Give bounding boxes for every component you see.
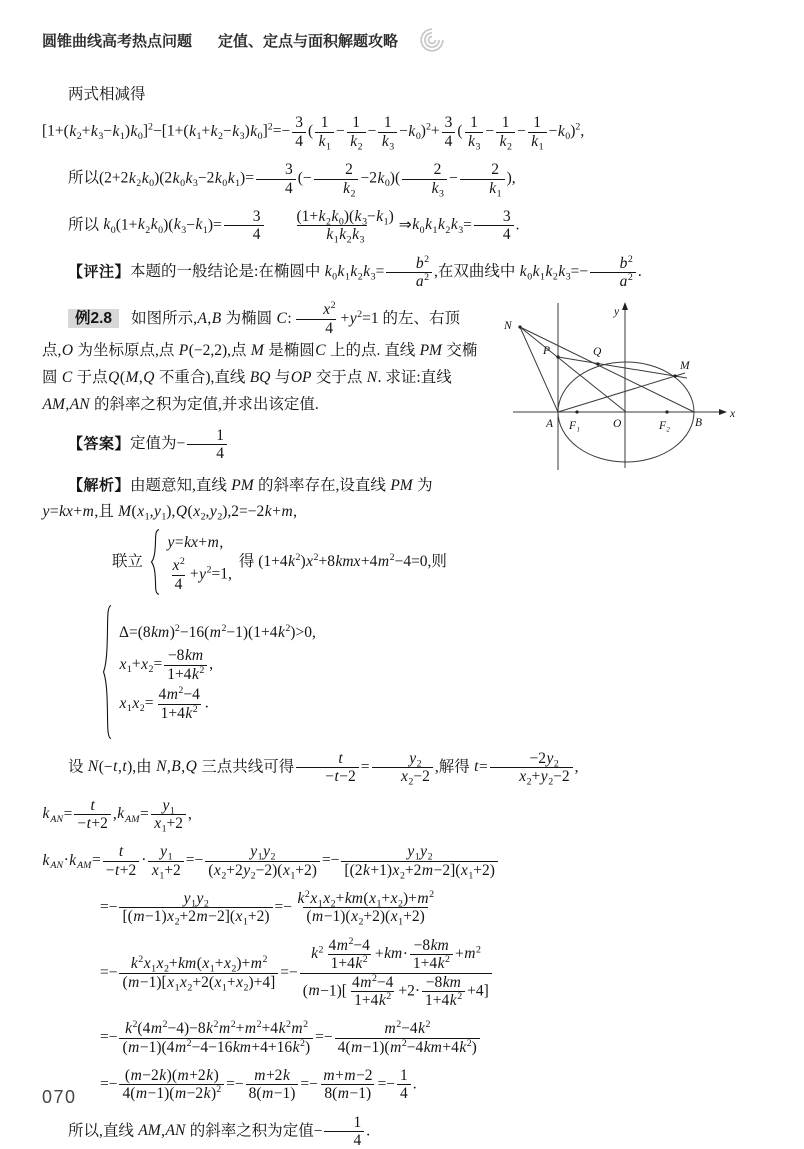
system-2-rows [119, 619, 316, 725]
remark-tag: 【评注】 [68, 263, 131, 281]
point-P [556, 356, 559, 359]
left-brace-icon [150, 529, 160, 595]
derivation-line-1: =− $\frac{y_1y_2}{[(m-1)x_2+2m-2](x_1+2)}$ =− $\frac{k^2x_1x_2+km(x_1+x_2)+m^2}{(m-1)(x_2+2)(x_1+2)}$ [100, 889, 435, 928]
page-header [42, 24, 790, 56]
system-1 [112, 529, 790, 596]
figure-markers [518, 302, 727, 415]
label-Q: Q [593, 346, 602, 359]
x-axis-arrow [719, 409, 727, 415]
header-title-left: 圆锥曲线高考热点问题 [42, 32, 193, 50]
equation-2: 所以$(2+2k_2k_0)(2k_0k_3-2k_0k_1)=$ $\frac{3}{4}$ (− $\frac{2}{k_2}$ $-2k_0$)( $\frac{2}{k_3}$ − $\frac{2}{k_1}$ ), [68, 161, 516, 200]
line-NB [520, 327, 694, 412]
point-M [673, 375, 676, 378]
label-x: x [730, 408, 736, 421]
system-2 [102, 604, 790, 740]
spiral-logo-icon [416, 24, 448, 56]
equation-3: 所以 $k_0(1+k_2k_0)(k_3-k_1)=$ $\frac{3}{4}$ $\frac{(1+k_2k_0)(k_3-k_1)}{k_1k_2k_3}$ $\Rightarrow k_0k_1k_2k_3=$ $\frac{3}{4}$ . [68, 207, 520, 246]
remark-text: 本题的一般结论是:在椭圆中 $k_0k_1k_2k_3=$ $\frac{b^2}{a^2}$ ,在双曲线中 $k_0k_1k_2k_3=-$ $\frac{b^2}{a^2}$ . [130, 253, 642, 290]
label-A: A [546, 418, 554, 431]
label-O: O [613, 418, 622, 431]
collinear-line: 设 N(−t,t),由 N,B,Q 三点共线可得 $\frac{t}{-t-2}$ = $\frac{y_2}{x_2-2}$ ,解得 t= $\frac{-2y_2}{x_2+y_2-2}$ , [68, 749, 579, 788]
label-B: B [695, 417, 703, 430]
label-y: y [614, 306, 620, 319]
lead-line: 两式相减得 [68, 86, 146, 103]
example-2-8 [42, 301, 790, 1149]
statement-text: 如图所示,A,B 为椭圆 C: $\frac{x^2}{4}$ $+y^2=1$ 的左、右顶点,O 为坐标原点,点 P(−2,2),点 M 是椭圆C 上的点. 直线 PM 交椭圆 C 于点Q(M,Q 不重合),直线 BQ 与OP 交于点 N. 求证:直线 AM,AN 的斜率之积为定值,并求出该定值. [42, 300, 478, 414]
label-P: P [543, 345, 551, 358]
line-AM [558, 373, 685, 412]
y-axis-arrow [622, 302, 628, 310]
analysis-tag: 【解析】 [68, 476, 131, 494]
derivation-line-2: =− $\frac{k^2x_1x_2+km(x_1+x_2)+m^2}{(m-1)[x_1x_2+2(x_1+x_2)+4]}$ =− $k^2$ $\frac{4m^2-4}{1+4k^2}$ +km· $\frac{-8km}{1+4k^2}$ $+m^2$ (m−1)[ $\frac{4m^2-4}{1+4k^2}$ +2· $\frac{-8km}{1+4k^2}$ +4] [42, 937, 790, 1009]
label-M: M [680, 360, 690, 373]
header-title-right: 定值、定点与面积解题攻略 [218, 32, 399, 50]
analysis-text: 由题意知,直线 PM 的斜率存在,设直线 PM 为 y=kx+m,且 $M(x_1,y_1),Q(x_2,y_2),2=-2k+m$, [42, 476, 433, 523]
point-F2 [665, 411, 668, 414]
point-Q [596, 363, 599, 366]
system-1-rows [167, 529, 232, 596]
left-brace-icon [102, 604, 112, 740]
point-F1 [575, 411, 578, 414]
slopes-line: $k_{AN}=$ $\frac{t}{-t+2}$ $,k_{AM}=$ $\frac{y_1}{x_1+2}$ , [42, 796, 192, 835]
label-N: N [504, 320, 512, 333]
system-2-row: $x_1+x_2=$ $\frac{-8km}{1+4k^2}$ , [119, 647, 214, 683]
line-NO [520, 327, 626, 412]
analysis-paragraph [42, 473, 790, 525]
slope-product-line: $k_{AN}\cdot k_{AM}=$ $\frac{t}{-t+2}$ · $\frac{y_1}{x_1+2}$ =− $\frac{y_1y_2}{(x_2+2y_2-2)(x_1+2)}$ =− $\frac{y_1y_2}{[(2k+1)x_2+2m-2](x_1+2)}$ [42, 843, 790, 879]
system-2-row: $\Delta=(8km)^2-16(m^2-1)(1+4k^2)>0$, [119, 623, 316, 642]
label-F2: F₂ [659, 420, 671, 433]
equation-1: $[1+(k_2+k_3-k_1)k_0]^2-[1+(k_1+k_2-k_3)k_0]^2=-$ $\frac{3}{4}$ ( $\frac{1}{k_1}$ − $\frac{1}{k_2}$ − $\frac{1}{k_3}$ $-k_0)^2+$ $\frac{3}{4}$ ( $\frac{1}{k_3}$ − $\frac{1}{k_2}$ − $\frac{1}{k_1}$ $-k_0)^2$, [42, 114, 585, 153]
answer-text: 定值为− $\frac{1}{4}$ [130, 435, 229, 452]
answer-tag: 【答案】 [68, 435, 131, 453]
point-N [518, 326, 521, 329]
example-label: 例2.8 [68, 309, 119, 328]
system-1-prefix: 联立 [112, 553, 144, 571]
system-1-suffix: 得 $(1+4k^2)x^2+8kmx+4m^2-4=0$,则 [238, 552, 447, 571]
label-F1: F₁ [569, 420, 581, 433]
system-2-row: $x_1x_2=$ $\frac{4m^2-4}{1+4k^2}$ . [119, 685, 209, 722]
page-number: 070 [42, 1087, 77, 1107]
ellipse-figure [495, 297, 790, 472]
line-PM [558, 357, 687, 378]
system-1-row: y=kx+m, [167, 533, 224, 551]
conclusion-line: 所以,直线 AM,AN 的斜率之积为定值− $\frac{1}{4}$ . [68, 1113, 371, 1149]
remark-line [42, 255, 790, 291]
system-1-row: $\frac{x^2}{4}$ $+y^2=1$, [172, 556, 232, 593]
derivation-line-3: =− $\frac{k^2(4m^2-4)-8k^2m^2+m^2+4k^2m^2}{(m-1)(4m^2-4-16km+4+16k^2)}$ =− $\frac{m^2-4k^2}{4(m-1)(m^2-4km+4k^2)}$ [42, 1020, 790, 1056]
line-NA [520, 327, 558, 412]
derivation-line-4: =− $\frac{(m-2k)(m+2k)}{4(m-1)(m-2k)^2}$ =− $\frac{m+2k}{8(m-1)}$ =− $\frac{m+m-2}{8(m-1)}$ =− $\frac{1}{4}$ . [100, 1067, 417, 1103]
